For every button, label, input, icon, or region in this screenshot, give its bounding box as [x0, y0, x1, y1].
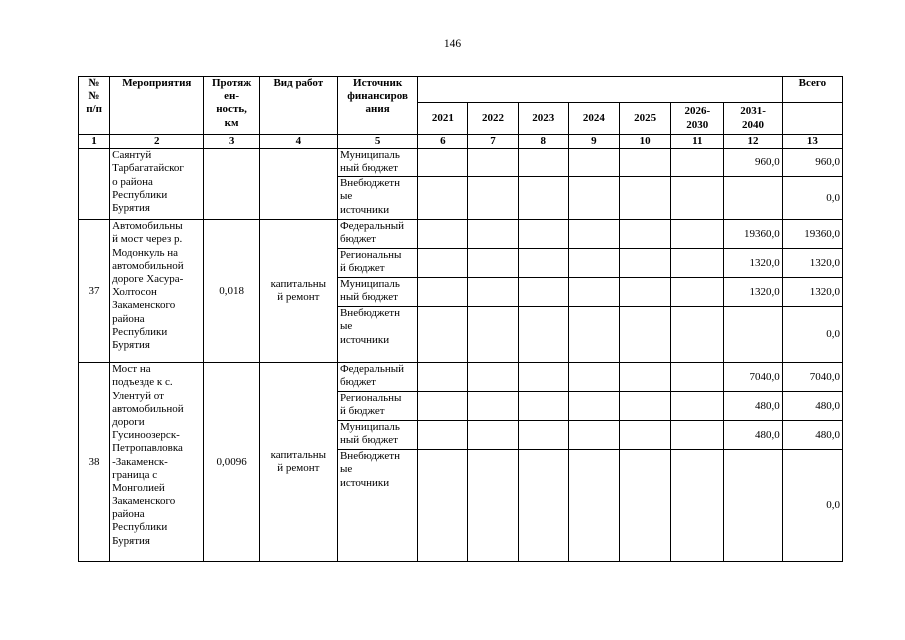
amount-2031-2040 [724, 177, 782, 220]
year-2024: 2024 [568, 103, 619, 135]
year-cell [671, 177, 724, 220]
year-cell [518, 220, 568, 249]
length-km: 0,018 [204, 220, 259, 363]
year-cell [568, 450, 619, 562]
amount-2031-2040: 480,0 [724, 392, 782, 421]
year-cell [620, 307, 671, 363]
year-cell [568, 177, 619, 220]
year-cell [620, 249, 671, 278]
year-cell [518, 363, 568, 392]
year-cell [418, 307, 468, 363]
year-cell [468, 249, 518, 278]
year-cell [418, 177, 468, 220]
amount-2031-2040: 7040,0 [724, 363, 782, 392]
funding-source: Федеральный бюджет [337, 220, 417, 249]
year-cell [468, 450, 518, 562]
year-cell [518, 307, 568, 363]
table-row [79, 363, 843, 392]
year-cell [568, 307, 619, 363]
funding-source: Региональны й бюджет [337, 392, 417, 421]
amount-2031-2040: 19360,0 [724, 220, 782, 249]
col-number: 2 [110, 135, 204, 149]
year-2022: 2022 [468, 103, 518, 135]
year-cell [468, 220, 518, 249]
year-cell [620, 363, 671, 392]
amount-2031-2040: 480,0 [724, 421, 782, 450]
year-cell [418, 249, 468, 278]
year-cell [518, 149, 568, 177]
item-number: 37 [79, 220, 110, 363]
year-cell [518, 450, 568, 562]
funding-source: Муниципаль ный бюджет [337, 278, 417, 307]
header-work-type: Вид работ [259, 77, 337, 135]
year-cell [671, 363, 724, 392]
year-cell [468, 421, 518, 450]
year-cell [568, 363, 619, 392]
funding-source: Муниципаль ный бюджет [337, 149, 417, 177]
amount-total: 0,0 [782, 450, 842, 562]
year-cell [418, 421, 468, 450]
year-cell [620, 278, 671, 307]
year-cell [671, 421, 724, 450]
header-total: Всего [782, 77, 842, 103]
financing-table [78, 76, 843, 562]
year-cell [671, 220, 724, 249]
item-number: 38 [79, 363, 110, 562]
year-cell [620, 177, 671, 220]
amount-2031-2040: 1320,0 [724, 278, 782, 307]
year-cell [468, 177, 518, 220]
year-cell [620, 450, 671, 562]
year-cell [671, 278, 724, 307]
table-row [79, 220, 843, 249]
col-number: 5 [337, 135, 417, 149]
col-number: 8 [518, 135, 568, 149]
amount-total: 0,0 [782, 177, 842, 220]
year-cell [620, 149, 671, 177]
length-km [204, 149, 259, 220]
year-cell [568, 220, 619, 249]
funding-source: Внебюджетн ые источники [337, 307, 417, 363]
year-cell [468, 278, 518, 307]
year-cell [671, 450, 724, 562]
year-cell [418, 363, 468, 392]
col-number: 1 [79, 135, 110, 149]
header-num: № № п/п [79, 77, 110, 135]
year-cell [468, 149, 518, 177]
funding-source: Внебюджетн ые источники [337, 177, 417, 220]
amount-total: 1320,0 [782, 278, 842, 307]
col-number: 3 [204, 135, 259, 149]
year-cell [418, 220, 468, 249]
year-cell [671, 392, 724, 421]
year-cell [671, 249, 724, 278]
year-cell [468, 363, 518, 392]
work-type [259, 149, 337, 220]
year-2023: 2023 [518, 103, 568, 135]
col-number: 10 [620, 135, 671, 149]
funding-source: Муниципаль ный бюджет [337, 421, 417, 450]
amount-2031-2040: 960,0 [724, 149, 782, 177]
work-type: капитальны й ремонт [259, 220, 337, 363]
page-number: 146 [443, 38, 462, 50]
year-cell [518, 392, 568, 421]
year-cell [620, 421, 671, 450]
amount-total: 0,0 [782, 307, 842, 363]
amount-total: 19360,0 [782, 220, 842, 249]
funding-source: Региональны й бюджет [337, 249, 417, 278]
amount-total: 960,0 [782, 149, 842, 177]
year-2025: 2025 [620, 103, 671, 135]
amount-2031-2040 [724, 307, 782, 363]
amount-total: 480,0 [782, 421, 842, 450]
header-total-empty [782, 103, 842, 135]
year-cell [568, 392, 619, 421]
col-number: 7 [468, 135, 518, 149]
year-2031-2040: 2031- 2040 [724, 103, 782, 135]
year-2021: 2021 [418, 103, 468, 135]
year-cell [518, 177, 568, 220]
header-years-span [418, 77, 782, 103]
amount-2031-2040 [724, 450, 782, 562]
year-cell [568, 149, 619, 177]
col-number: 4 [259, 135, 337, 149]
year-cell [518, 249, 568, 278]
year-cell [418, 450, 468, 562]
col-number: 13 [782, 135, 842, 149]
year-cell [468, 392, 518, 421]
funding-source: Федеральный бюджет [337, 363, 417, 392]
year-cell [518, 278, 568, 307]
year-cell [418, 149, 468, 177]
amount-total: 1320,0 [782, 249, 842, 278]
year-cell [418, 278, 468, 307]
funding-source: Внебюджетн ые источники [337, 450, 417, 562]
work-type: капитальны й ремонт [259, 363, 337, 562]
header-row [79, 77, 843, 103]
year-cell [671, 307, 724, 363]
item-number [79, 149, 110, 220]
year-cell [620, 392, 671, 421]
event-name: Мост на подъезде к с. Улентуй от автомобильной дороги Гусиноозерск- Петропавловка -Закаменск- граница с Монголией Закаменского района Республики Бурятия [110, 363, 204, 562]
year-cell [671, 149, 724, 177]
year-2026-2030: 2026- 2030 [671, 103, 724, 135]
event-name: Автомобильны й мост через р. Модонкуль на автомобильной дороге Хасура- Холтосон Закаменского района Республики Бурятия [110, 220, 204, 363]
col-number: 9 [568, 135, 619, 149]
amount-total: 7040,0 [782, 363, 842, 392]
amount-total: 480,0 [782, 392, 842, 421]
year-cell [468, 307, 518, 363]
year-cell [518, 421, 568, 450]
year-cell [568, 249, 619, 278]
amount-2031-2040: 1320,0 [724, 249, 782, 278]
col-number: 11 [671, 135, 724, 149]
header-event: Мероприятия [110, 77, 204, 135]
column-numbers-row [79, 135, 843, 149]
year-cell [568, 421, 619, 450]
year-cell [568, 278, 619, 307]
col-number: 12 [724, 135, 782, 149]
year-cell [418, 392, 468, 421]
header-source: Источник финансиров ания [337, 77, 417, 135]
year-cell [620, 220, 671, 249]
event-name: Саянтуй Тарбагатайског о района Республики Бурятия [110, 149, 204, 220]
header-length: Протяж ен- ность, км [204, 77, 259, 135]
length-km: 0,0096 [204, 363, 259, 562]
col-number: 6 [418, 135, 468, 149]
table-row [79, 149, 843, 177]
